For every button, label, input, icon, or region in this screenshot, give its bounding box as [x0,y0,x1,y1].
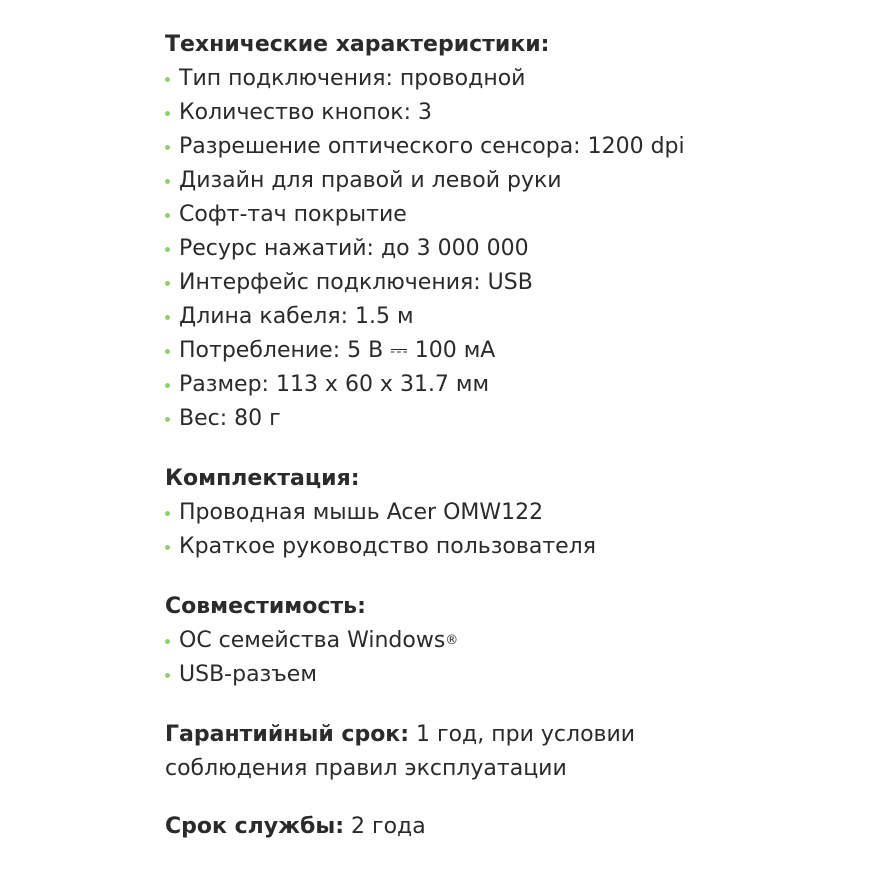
bullet-dot-icon [165,383,170,388]
bullet-dot-icon [165,213,170,218]
list-item [165,62,855,96]
spec-weight: Вес: 80 г [179,406,281,431]
spec-sensor-resolution: Разрешение оптического сенсора: 1200 dpi [179,134,685,159]
compat-os: ОС семейства Windows [179,628,446,653]
package-mouse: Проводная мышь Acer OMW122 [179,500,544,525]
list-item [165,334,855,368]
list-item [165,164,855,198]
bullet-dot-icon [165,673,170,678]
bullet-dot-icon [165,145,170,150]
list-item [165,96,855,130]
bullet-dot-icon [165,111,170,116]
bullet-dot-icon [165,511,170,516]
spec-power: Потребление: 5 В ⎓ 100 мА [179,338,496,363]
bullet-dot-icon [165,179,170,184]
registered-mark: ® [445,633,459,648]
lifetime-section [165,810,855,844]
bullet-dot-icon [165,281,170,286]
compat-heading: Совместимость: [165,594,366,619]
bullet-dot-icon [165,545,170,550]
spec-ambidextrous: Дизайн для правой и левой руки [179,168,562,193]
lifetime-line [165,810,855,844]
spec-interface: Интерфейс подключения: USB [179,270,533,295]
warranty-line-1 [165,718,855,752]
tech-specs-section [165,28,855,436]
spec-connection-type: Тип подключения: проводной [179,66,526,91]
bullet-dot-icon [165,639,170,644]
compat-list [165,624,855,692]
spec-cable-length: Длина кабеля: 1.5 м [179,304,414,329]
package-list [165,496,855,564]
spec-sheet [165,28,855,870]
spec-size: Размер: 113 x 60 x 31.7 мм [179,372,490,397]
warranty-text: 1 год, при условии [409,722,636,747]
package-manual: Краткое руководство пользователя [179,534,596,559]
list-item [165,658,855,692]
bullet-dot-icon [165,77,170,82]
list-item [165,300,855,334]
list-item [165,496,855,530]
spec-soft-touch: Софт-тач покрытие [179,202,407,227]
compat-section [165,590,855,692]
lifetime-text: 2 года [344,814,426,839]
bullet-dot-icon [165,315,170,320]
list-item [165,266,855,300]
list-item [165,624,855,658]
list-item [165,368,855,402]
spec-click-lifetime: Ресурс нажатий: до 3 000 000 [179,236,529,261]
package-heading: Комплектация: [165,466,360,491]
list-item [165,402,855,436]
spec-button-count: Количество кнопок: 3 [179,100,432,125]
tech-specs-heading: Технические характеристики: [165,32,550,57]
warranty-line-2: соблюдения правил эксплуатации [165,756,567,781]
compat-usb: USB-разъем [179,662,317,687]
warranty-label: Гарантийный срок: [165,722,410,747]
warranty-section [165,718,855,786]
tech-specs-list [165,62,855,436]
package-section [165,462,855,564]
list-item [165,130,855,164]
list-item [165,232,855,266]
bullet-dot-icon [165,417,170,422]
bullet-dot-icon [165,247,170,252]
list-item [165,198,855,232]
bullet-dot-icon [165,349,170,354]
list-item [165,530,855,564]
lifetime-label: Срок службы: [165,814,345,839]
